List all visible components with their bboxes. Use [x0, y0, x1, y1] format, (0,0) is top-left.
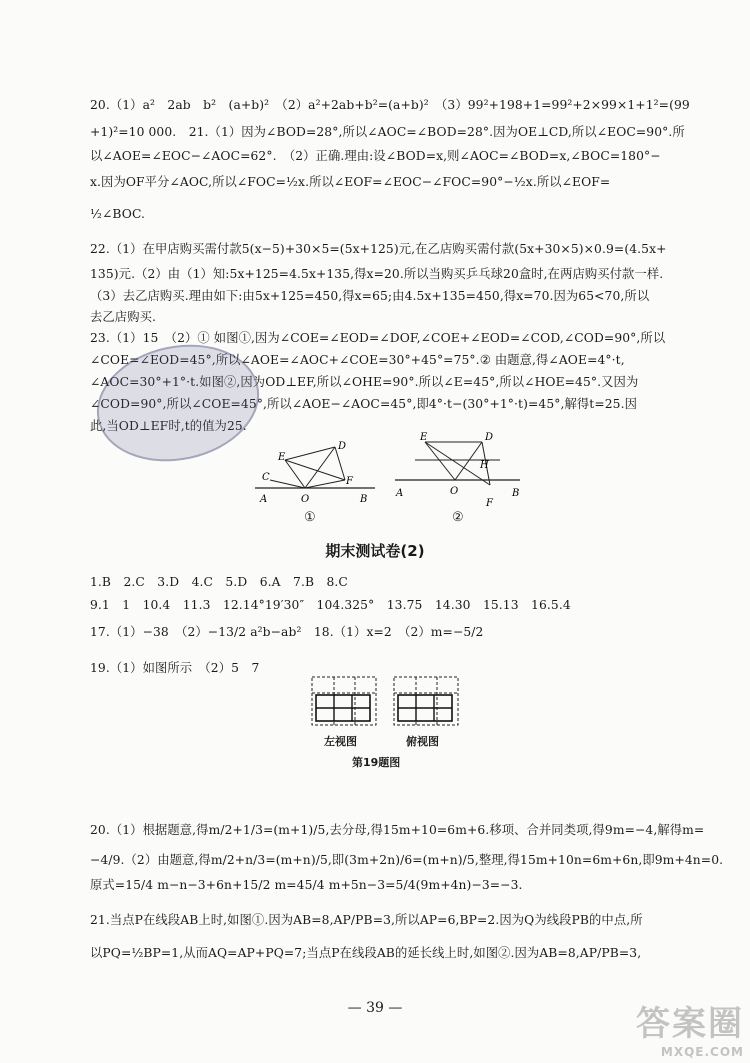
figure-19-title: 第19题图	[352, 756, 401, 769]
text-line: 23.（1）15 （2）① 如图①,因为∠COE=∠EOD=∠DOF,∠COE+∠EOD=∠COD,∠COD=90°,所以	[90, 331, 666, 345]
text-line: ½∠BOC.	[90, 207, 146, 221]
point-label: A	[396, 488, 404, 499]
geometry-figure-1	[250, 440, 380, 520]
text-line: 20.（1）a² 2ab b² (a+b)² （2）a²+2ab+b²=(a+b)² （3）99²+198+1=99²+2×99×1+1²=(99	[90, 98, 690, 112]
point-label: E	[420, 432, 428, 443]
geometry-figure-2	[390, 430, 530, 520]
point-label: A	[260, 494, 268, 505]
text-line: −4/9.（2）由题意,得m/2+n/3=(m+n)/5,即(3m+2n)/6=(m+n)/5,整理,得15m+10n=6m+6n,即9m+4n=0.	[90, 853, 724, 867]
page-number: — 39 —	[347, 1000, 403, 1016]
text-line: 135)元.（2）由（1）知:5x+125=4.5x+135,得x=20.所以当购买乒乓球20盒时,在两店购买付款一样.	[90, 267, 664, 281]
point-label: O	[301, 494, 310, 505]
figure-1-label: ①	[304, 510, 316, 525]
point-label: B	[360, 494, 368, 505]
text-line: +1)²=10 000. 21.（1）因为∠BOD=28°,所以∠AOC=∠BOD=28°.因为OE⊥CD,所以∠EOC=90°.所	[90, 125, 685, 139]
text-line: 以PQ=½BP=1,从而AQ=AP+PQ=7;当点P在线段AB的延长线上时,如图②.因为AB=8,AP/PB=3,	[90, 946, 642, 960]
watermark-url: MXQE.COM	[660, 1045, 744, 1059]
top-view-caption: 俯视图	[406, 735, 439, 748]
text-line: 22.（1）在甲店购买需付款5(x−5)+30×5=(5x+125)元,在乙店购买需付款(5x+30×5)×0.9=(4.5x+	[90, 242, 667, 256]
point-label: E	[278, 452, 286, 463]
text-line: ∠COD=90°,所以∠COE=45°,所以∠AOE−∠AOC=45°,即4°·t−(30°+1°·t)=45°,解得t=25.因	[90, 397, 637, 411]
text-line: ∠COE=∠EOD=45°,所以∠AOE=∠AOC+∠COE=30°+45°=75°.② 由题意,得∠AOE=4°·t,	[90, 353, 625, 367]
text-line: ∠AOC=30°+1°·t.如图②,因为OD⊥EF,所以∠OHE=90°.所以∠E=45°,所以∠HOE=45°.又因为	[90, 375, 639, 389]
left-view-caption: 左视图	[324, 735, 357, 748]
text-line: 原式=15/4 m−n−3+6n+15/2 m=45/4 m+5n−3=5/4(9m+4n)−3=−3.	[90, 878, 523, 892]
point-label: C	[262, 472, 270, 483]
text-line: x.因为OF平分∠AOC,所以∠FOC=½x.所以∠EOF=∠EOC−∠FOC=90°−½x.所以∠EOF=	[90, 175, 611, 189]
text-line: 20.（1）根据题意,得m/2+1/3=(m+1)/5,去分母,得15m+10=6m+6.移项、合并同类项,得9m=−4,解得m=	[90, 823, 705, 837]
watermark-logo-text: 答案圈	[636, 1004, 744, 1044]
answer-line: 19.（1）如图所示 （2）5 7	[90, 661, 260, 675]
answer-line: 1.B 2.C 3.D 4.C 5.D 6.A 7.B 8.C	[90, 575, 348, 589]
text-line: （3）去乙店购买.理由如下:由5x+125=450,得x=65;由4.5x+135=450,得x=70.因为65<70,所以	[90, 289, 650, 303]
point-label: O	[450, 486, 459, 497]
point-label: B	[512, 488, 520, 499]
text-line: 去乙店购买.	[90, 310, 156, 324]
section-title: 期末测试卷(2)	[325, 542, 425, 560]
answer-line: 17.（1）−38 （2）−13/2 a²b−ab² 18.（1）x=2 （2）m=−5/2	[90, 625, 484, 639]
top-view-grid	[392, 675, 462, 730]
text-line: 21.当点P在线段AB上时,如图①.因为AB=8,AP/PB=3,所以AP=6,BP=2.因为Q为线段PB的中点,所	[90, 913, 643, 927]
text-line: 以∠AOE=∠EOC−∠AOC=62°. （2）正确.理由:设∠BOD=x,则∠AOC=∠BOD=x,∠BOC=180°−	[90, 149, 661, 163]
text-line: 此,当OD⊥EF时,t的值为25.	[90, 419, 247, 433]
point-label: D	[338, 441, 347, 452]
figure-2-label: ②	[452, 510, 464, 525]
site-watermark	[636, 996, 744, 1059]
point-label: D	[485, 432, 494, 443]
answer-line: 9.1 1 10.4 11.3 12.14°19′30″ 104.325° 13.75 14.30 15.13 16.5.4	[90, 598, 571, 612]
point-label: F	[486, 498, 493, 509]
point-label: F	[346, 476, 353, 487]
point-label: H	[480, 460, 489, 471]
left-view-grid	[310, 675, 380, 730]
